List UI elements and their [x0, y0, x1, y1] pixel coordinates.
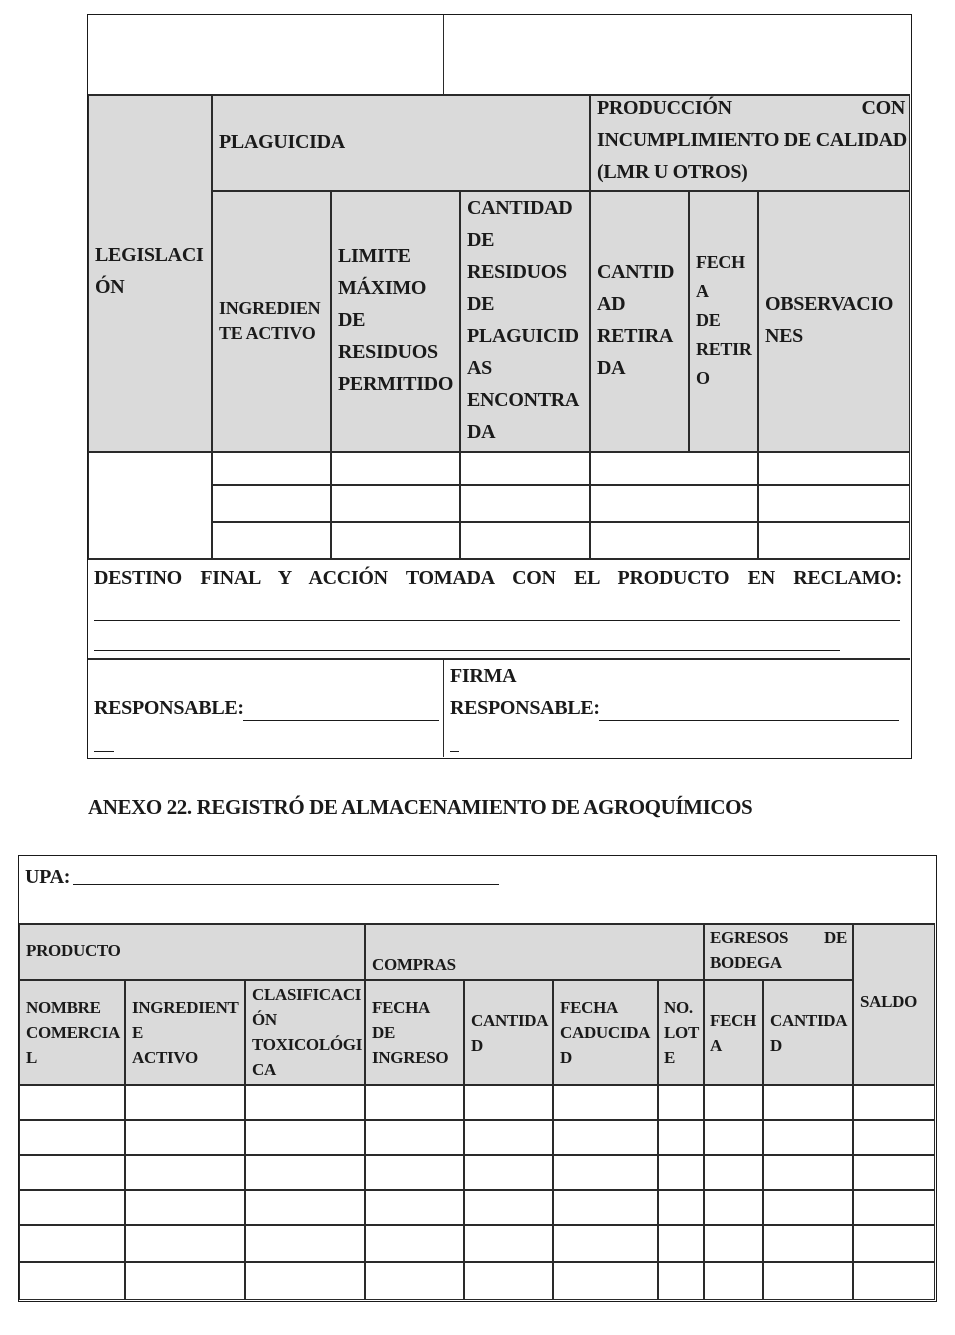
firma-signature-line[interactable] [599, 720, 899, 721]
table-cell[interactable] [853, 1262, 935, 1300]
table-cell[interactable] [19, 1262, 125, 1300]
firma-responsable-cell[interactable] [444, 659, 910, 757]
responsable-signature-line[interactable] [243, 720, 439, 721]
table-cell[interactable] [853, 1190, 935, 1225]
table-cell[interactable] [245, 1120, 365, 1155]
destino-line-1[interactable] [94, 620, 900, 621]
table-cell[interactable] [704, 1120, 763, 1155]
responsable-cell[interactable] [88, 659, 444, 757]
table-cell[interactable] [19, 1120, 125, 1155]
table-cell[interactable] [19, 1155, 125, 1190]
table-cell[interactable] [553, 1120, 658, 1155]
table-cell[interactable] [19, 1190, 125, 1225]
cantidad-compras-label: CANTIDA D [471, 1011, 549, 1055]
table-cell[interactable] [658, 1225, 704, 1262]
plaguicida-header [212, 95, 590, 191]
upa-line[interactable] [73, 884, 499, 885]
annex-title: ANEXO 22. REGISTRÓ DE ALMACENAMIENTO DE AGROQUÍMICOS [88, 795, 753, 819]
produccion-line-3: (LMR U OTROS) [597, 161, 748, 183]
table-cell[interactable] [553, 1225, 658, 1262]
table-cell[interactable] [658, 1155, 704, 1190]
upa-section[interactable] [19, 856, 935, 924]
table-cell[interactable] [658, 1085, 704, 1120]
table-cell[interactable] [853, 1155, 935, 1190]
nombre-comercial-header [19, 980, 125, 1085]
ingrediente-activo-col-header [125, 980, 245, 1085]
table-cell[interactable] [704, 1085, 763, 1120]
table-cell[interactable] [212, 452, 331, 485]
upa-label: UPA: [25, 866, 71, 888]
cantidad-retirada-label: CANTID AD RETIRA DA [597, 261, 675, 379]
table-cell[interactable] [758, 485, 910, 522]
table-cell[interactable] [365, 1155, 464, 1190]
destino-final-label: DESTINO FINAL Y ACCIÓN TOMADA CON EL PRODUCTO EN RECLAMO: [94, 567, 902, 589]
no-lote-header [658, 980, 704, 1085]
table-cell[interactable] [464, 1155, 553, 1190]
table-cell[interactable] [553, 1155, 658, 1190]
table-cell[interactable] [365, 1262, 464, 1300]
table-cell[interactable] [365, 1120, 464, 1155]
top-right-cell[interactable] [444, 15, 910, 95]
table-cell[interactable] [658, 1190, 704, 1225]
fecha-ingreso-header [365, 980, 464, 1085]
compras-header [365, 924, 704, 980]
legislacion-label: LEGISLACI ÓN [95, 244, 204, 298]
ingrediente-activo-col-label: INGREDIENT E ACTIVO [132, 998, 239, 1067]
table-cell[interactable] [853, 1085, 935, 1120]
produccion-line-1: PRODUCCIÓN CON [597, 97, 905, 119]
destino-final-section[interactable] [88, 559, 910, 659]
saldo-header [853, 924, 935, 1085]
table-cell[interactable] [460, 522, 590, 559]
storage-register-form [18, 855, 937, 1302]
producto-header [19, 924, 365, 980]
nombre-comercial-label: NOMBRE COMERCIA L [26, 998, 120, 1067]
table-cell[interactable] [460, 452, 590, 485]
ingrediente-activo-header [212, 191, 331, 452]
table-cell[interactable] [704, 1155, 763, 1190]
responsable-underscore [94, 751, 114, 752]
table-cell[interactable] [245, 1085, 365, 1120]
table-cell[interactable] [553, 1085, 658, 1120]
table-cell[interactable] [763, 1155, 853, 1190]
table-cell[interactable] [331, 452, 460, 485]
table-cell[interactable] [19, 1085, 125, 1120]
table-cell[interactable] [365, 1225, 464, 1262]
observaciones-header [758, 191, 910, 452]
plaguicida-label: PLAGUICIDA [219, 131, 345, 153]
table-cell[interactable] [464, 1225, 553, 1262]
table-cell[interactable] [590, 452, 758, 485]
egresos-line-1: EGRESOS DE [710, 928, 847, 947]
no-lote-label: NO. LOT E [664, 998, 700, 1067]
cantidad-retirada-header [590, 191, 689, 452]
table-cell[interactable] [704, 1225, 763, 1262]
table-cell[interactable] [763, 1225, 853, 1262]
table-cell[interactable] [245, 1225, 365, 1262]
fecha-caducidad-label: FECHA CADUCIDA D [560, 998, 651, 1067]
produccion-header [590, 95, 910, 191]
table-cell[interactable] [590, 485, 758, 522]
table-cell[interactable] [245, 1155, 365, 1190]
table-cell[interactable] [758, 452, 910, 485]
table-cell[interactable] [464, 1262, 553, 1300]
table-cell[interactable] [212, 522, 331, 559]
table-cell[interactable] [331, 522, 460, 559]
limite-maximo-label: LIMITE MÁXIMO DE RESIDUOS PERMITIDO [338, 245, 454, 395]
ingrediente-activo-label: INGREDIEN TE ACTIVO [219, 298, 321, 343]
cantidad-residuos-header [460, 191, 590, 452]
table-cell[interactable] [758, 522, 910, 559]
table-cell[interactable] [464, 1190, 553, 1225]
fecha-egreso-header [704, 980, 763, 1085]
cantidad-compras-header [464, 980, 553, 1085]
egresos-header [704, 924, 853, 980]
table-cell[interactable] [125, 1262, 245, 1300]
legislacion-header [88, 95, 212, 452]
table-cell[interactable] [365, 1190, 464, 1225]
responsable-label: RESPONSABLE: [94, 697, 244, 719]
table-cell[interactable] [125, 1225, 245, 1262]
table-cell[interactable] [331, 485, 460, 522]
table-cell[interactable] [19, 1225, 125, 1262]
table-cell[interactable] [212, 485, 331, 522]
top-left-cell[interactable] [88, 15, 444, 95]
quality-form [87, 14, 912, 759]
fecha-caducidad-header [553, 980, 658, 1085]
cantidad-residuos-label: CANTIDAD DE RESIDUOS DE PLAGUICID AS ENCONTRA DA [467, 197, 580, 443]
produccion-line-2: INCUMPLIMIENTO DE CALIDAD [597, 129, 907, 151]
clasificacion-label: CLASIFICACI ÓN TOXICOLÓGI CA [252, 985, 363, 1079]
table-cell[interactable] [590, 522, 758, 559]
firma-responsable-label: FIRMA RESPONSABLE: [450, 665, 600, 719]
cantidad-egreso-header [763, 980, 853, 1085]
table-cell[interactable] [125, 1120, 245, 1155]
table-cell[interactable] [704, 1262, 763, 1300]
table-cell[interactable] [853, 1120, 935, 1155]
clasificacion-header [245, 980, 365, 1085]
saldo-label: SALDO [860, 992, 918, 1011]
table-cell[interactable] [853, 1225, 935, 1262]
table-cell[interactable] [763, 1120, 853, 1155]
table-cell[interactable] [763, 1190, 853, 1225]
table-cell[interactable] [553, 1190, 658, 1225]
observaciones-label: OBSERVACIO NES [765, 293, 894, 347]
cantidad-egreso-label: CANTIDA D [770, 1011, 848, 1055]
table-cell[interactable] [763, 1262, 853, 1300]
table-cell[interactable] [245, 1262, 365, 1300]
table-cell[interactable] [704, 1190, 763, 1225]
storage-data-grid [19, 1085, 935, 1300]
table-cell[interactable] [245, 1190, 365, 1225]
compras-label: COMPRAS [372, 955, 456, 974]
table-cell[interactable] [553, 1262, 658, 1300]
fecha-retiro-label: FECH A DE RETIR O [696, 252, 752, 388]
table-cell[interactable] [125, 1190, 245, 1225]
table-cell[interactable] [658, 1120, 704, 1155]
legislacion-data-cell[interactable] [88, 452, 212, 559]
limite-maximo-header [331, 191, 460, 452]
fecha-ingreso-label: FECHA DE INGRESO [372, 998, 449, 1067]
table-cell[interactable] [464, 1120, 553, 1155]
table-cell[interactable] [125, 1155, 245, 1190]
table-cell[interactable] [365, 1085, 464, 1120]
producto-label: PRODUCTO [26, 941, 121, 960]
table-cell[interactable] [460, 485, 590, 522]
firma-underscore [450, 751, 459, 752]
fecha-retiro-header [689, 191, 758, 452]
destino-line-2[interactable] [94, 650, 840, 651]
table-cell[interactable] [464, 1085, 553, 1120]
egresos-line-2: BODEGA [710, 953, 782, 972]
table-cell[interactable] [125, 1085, 245, 1120]
fecha-egreso-label: FECH A [710, 1011, 757, 1055]
table-cell[interactable] [763, 1085, 853, 1120]
table-cell[interactable] [658, 1262, 704, 1300]
